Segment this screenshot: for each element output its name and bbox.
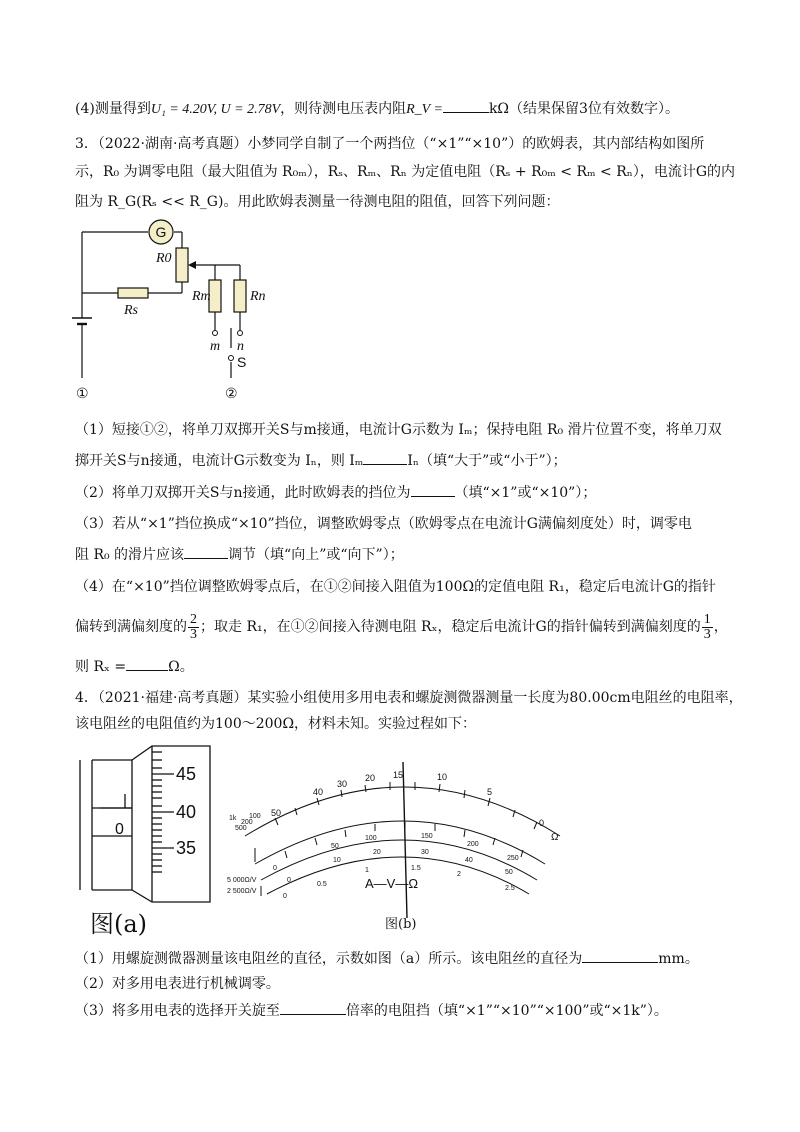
ohmmeter-circuit-diagram: [70, 218, 280, 402]
dial-top-20: 20: [365, 773, 376, 783]
r0-resistor-icon: [176, 248, 188, 282]
dial-mid-100: 100: [365, 835, 377, 842]
answer-blank-q3-2[interactable]: [411, 482, 455, 497]
fraction-two-thirds: $\frac{2}{3}$: [190, 611, 197, 642]
answer-blank-q4-3[interactable]: [280, 1000, 346, 1015]
dial-left-100: 100: [249, 813, 261, 820]
q3-part4-text-d: 则 Rₓ =: [75, 659, 127, 675]
q3-part4-text-b: ；取走 R₁，在①②间接入待测电阻 Rₓ，稳定后电流计G的指针偏转到满偏刻度的: [200, 619, 701, 635]
prev-question-line: [75, 98, 679, 120]
q3-part4-line2: [75, 610, 728, 644]
q3-part2-text-b: （填“×1”或“×10”）；: [454, 485, 597, 501]
dial-top-15: 15: [393, 770, 404, 780]
q4-line-2: 该电阻丝的电阻值约为100～200Ω，材料未知。实验过程如下：: [75, 716, 477, 732]
q3-part2-line: [75, 482, 596, 503]
q4-step1-text-a: （1）用螺旋测微器测量该电阻丝的直径，示数如图（a）所示。该电阻丝的直径为: [75, 951, 583, 967]
rv-symbol: R_V =: [406, 102, 443, 117]
dial-inner-50: 50: [505, 869, 513, 876]
dial-inner-40: 40: [465, 857, 473, 864]
dial-left-1k: 1k: [229, 815, 237, 822]
q3-part3-text-a: 阻 R₀ 的滑片应该: [75, 547, 185, 563]
dial-top-10: 10: [437, 772, 448, 782]
prev-equation: U₁ = 4.20V, U = 2.78V: [150, 102, 281, 117]
q3-line-3: 阻为 R_G(Rₛ << R_G)。用此欧姆表测量一待测电阻的阻值，回答下列问题：: [75, 194, 560, 210]
dial-top-40: 40: [313, 787, 324, 797]
q4-step3-text-a: （3）将多用电表的选择开关旋至: [75, 1003, 280, 1019]
q3-part2-text-a: （2）将单刀双掷开关S与n接通，此时欧姆表的挡位为: [75, 485, 411, 501]
dial-sensitivity-2: 2 500Ω/V: [227, 888, 257, 895]
dial-low-2.5: 2.5: [505, 885, 515, 892]
dial-left-200: 200: [241, 819, 253, 826]
q3-part4-line3: [75, 656, 194, 677]
dial-top-30: 30: [337, 779, 348, 789]
q3-part1-line1: （1）短接①②，将单刀双掷开关S与m接通，电流计G示数为 Iₘ；保持电阻 R₀ 滑片位置不变，将单刀双: [75, 422, 722, 438]
multimeter-dial-figure: [225, 748, 585, 938]
q3-part3-line1: （3）若从“×1”挡位换成“×10”挡位，调整欧姆零点（欧姆零点在电流计G满偏刻度处）时，调零电: [75, 516, 692, 532]
dial-mid-250: 250: [507, 855, 519, 862]
q3-part4-text-e: Ω。: [168, 659, 194, 675]
dial-top-0: 0: [539, 818, 545, 828]
dial-mid-50: 50: [331, 843, 339, 850]
q4-line-1: 4．（2021·福建·高考真题）某实验小组使用多用电表和螺旋测微器测量一长度为80.00cm电阻丝的电阻率，: [75, 690, 743, 706]
q3-part4-text-a: 偏转到满偏刻度的: [75, 619, 187, 635]
answer-blank-q3-4[interactable]: [126, 656, 168, 671]
switch-s-label: S: [237, 354, 247, 370]
terminal-m-label: m: [210, 339, 221, 354]
dial-inner-20: 20: [373, 849, 381, 856]
q3-part4-line1: （4）在“×10”挡位调整欧姆零点后，在①②间接入阻值为100Ω的定值电阻 R₁，稳定后电流计G的指针: [75, 579, 716, 595]
prev-text: ，则待测电压表内阻: [280, 101, 407, 117]
answer-blank-rv[interactable]: [443, 98, 489, 113]
q3-part3-text-b: 调节（填“向上”或“向下”）；: [228, 547, 404, 563]
fraction-one-third: $\frac{1}{3}$: [703, 611, 711, 642]
rv-unit: kΩ: [488, 101, 510, 117]
figure-a-caption: 图(a): [90, 910, 148, 938]
dial-low-1: 1: [365, 867, 369, 874]
q4-step3-text-b: 倍率的电阻挡（填“×1”“×10”“×100”或“×1k”）。: [345, 1003, 668, 1019]
micrometer-tick-35: 35: [176, 838, 197, 858]
answer-blank-q3-3[interactable]: [184, 544, 228, 559]
micrometer-tick-40: 40: [176, 802, 197, 822]
prev-label: (4)测量得到: [75, 101, 151, 117]
dial-inner-30: 30: [421, 849, 429, 856]
rm-label: Rm: [192, 289, 211, 304]
rs-resistor-icon: [118, 288, 148, 298]
rn-resistor-icon: [234, 280, 246, 312]
dial-avo-label: A—V—Ω: [365, 876, 419, 891]
switch-s-icon: [229, 356, 234, 361]
q3-part1-line2: [75, 450, 567, 471]
dial-low-0.5: 0.5: [317, 881, 327, 888]
micrometer-tick-45: 45: [176, 764, 197, 784]
q4-step1-text-b: mm。: [658, 951, 699, 967]
rm-resistor-icon: [209, 280, 221, 312]
q3-part3-line2: [75, 544, 404, 565]
dial-mid-200: 200: [467, 841, 479, 848]
dial-mid-150: 150: [421, 833, 433, 840]
figure-b-caption: 图(b): [385, 917, 417, 932]
q4-step2-line: （2）对多用电表进行机械调零。: [75, 976, 280, 992]
q3-part1-text-b: Iₙ（填“大于”或“小于”）；: [407, 453, 567, 469]
terminal-2-label: ②: [225, 386, 238, 402]
q4-step1-line: [75, 948, 699, 969]
dial-inner-0: 0: [287, 877, 291, 884]
q4-step3-line: [75, 1000, 668, 1021]
dial-top-50: 50: [271, 808, 282, 818]
q3-line-2: 示，R₀ 为调零电阻（最大阻值为 R₀ₘ），Rₛ、Rₘ、Rₙ 为定值电阻（Rₛ + R₀ₘ < Rₘ < Rₙ），电流计G的内: [75, 164, 736, 180]
dial-inner-10: 10: [333, 857, 341, 864]
g-label: G: [155, 224, 167, 240]
q3-line-1: 3．（2022·湖南·高考真题）小梦同学自制了一个两挡位（“×1”“×10”）的欧姆表，其内部结构如图所: [75, 136, 705, 152]
prev-note: （结果保留3位有效数字）。: [509, 101, 679, 117]
dial-low-0: 0: [283, 893, 287, 900]
terminal-1-label: ①: [76, 386, 89, 402]
rs-label: Rs: [124, 303, 138, 318]
dial-low-2: 2: [457, 871, 461, 878]
dial-top-5: 5: [487, 787, 493, 797]
dial-omega: Ω: [551, 832, 559, 843]
micrometer-figure: [70, 740, 220, 940]
rn-label: Rn: [250, 289, 266, 304]
answer-blank-q4-1[interactable]: [582, 948, 658, 963]
dial-mid-0: 0: [273, 865, 277, 872]
terminal-n-label: n: [237, 339, 244, 354]
dial-left-500: 500: [235, 825, 247, 832]
q3-part1-text-a: 掷开关S与n接通，电流计G示数变为 Iₙ，则 Iₘ: [75, 453, 364, 469]
answer-blank-q3-1[interactable]: [363, 450, 407, 465]
dial-sensitivity-1: 5 000Ω/V: [227, 877, 257, 884]
r0-label: R0: [156, 251, 172, 266]
micrometer-zero: 0: [115, 821, 124, 838]
dial-low-1.5: 1.5: [411, 865, 421, 872]
q3-part4-text-c: ，: [713, 619, 728, 635]
